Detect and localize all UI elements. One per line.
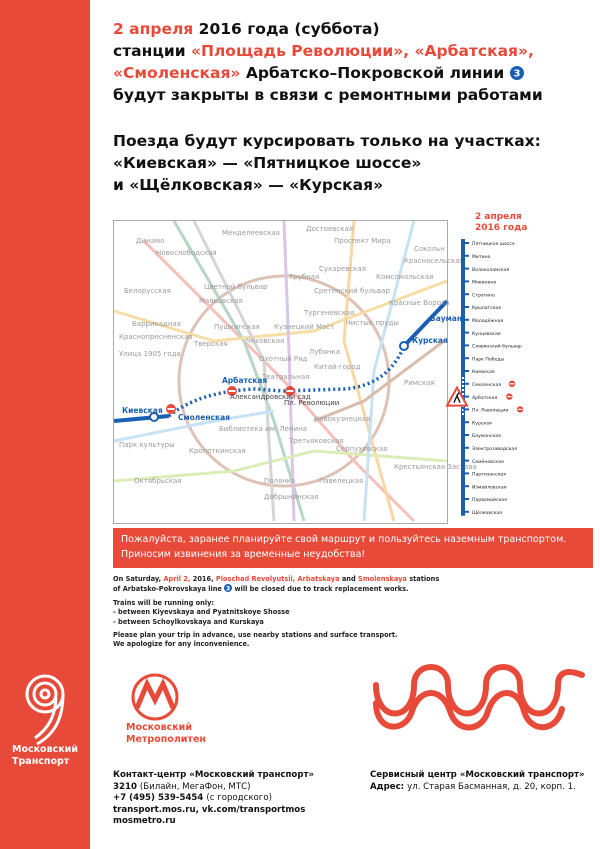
closure-station-label: Строгино [472, 293, 495, 299]
label-prospekt-mira: Проспект Мира [334, 237, 391, 245]
closure-station-label: Смоленская [472, 383, 502, 388]
closure-headline [113, 18, 593, 106]
en-p1-st1: Ploschad Revolyutsii, [215, 575, 296, 583]
metro-brand-line1: Московский [126, 722, 192, 733]
closure-station-label: Киевская [472, 370, 495, 376]
closure-station-label: Курская [472, 421, 492, 427]
station-closed-bar [507, 396, 511, 397]
sidebar-brand-text [12, 744, 90, 768]
sidebar-brand-line2: Транспорт [12, 756, 70, 767]
label-turgenevskaya: Тургеневская [304, 309, 355, 317]
label-kievskaya: Киевская [122, 406, 163, 415]
service-title: Сервисный центр «Московский транспорт» [370, 770, 585, 780]
en-p1-and: and [341, 575, 356, 583]
label-krasnopresnenskaya: Краснопресненская [119, 333, 193, 341]
closure-station-label: Семёновская [472, 459, 504, 465]
service-address-label: Адрес: [370, 781, 405, 792]
label-dostoevskaya: Достоевская [306, 225, 353, 233]
en-p2-l1: Trains will be running only: [113, 598, 215, 607]
closure-station-label: Измайловская [472, 485, 507, 491]
label-ulitsa-1905: Улица 1905 года [119, 350, 181, 358]
english-notice [113, 575, 593, 654]
advice-line2: Приносим извинения за временные неудобства! [121, 549, 366, 560]
contact-phone-long-note: (с городского) [206, 793, 272, 803]
en-p1-st3: Smolenskaya [358, 575, 407, 583]
label-pl-revolyutsii: Пл. Революции [284, 399, 340, 407]
label-trubnaya: Трубная [289, 273, 320, 281]
closure-station-label: Митино [472, 255, 491, 260]
metro-map-svg [114, 221, 477, 523]
label-okhotny: Охотный Ряд [259, 355, 308, 363]
en-p1-date: April 2, [163, 575, 191, 583]
moscow-transport-logo-icon [17, 668, 73, 748]
closure-station-label: Партизанская [472, 472, 506, 478]
label-kropotkinskaya: Кропоткинская [189, 447, 246, 455]
closure-station-label: Пятницкое шоссе [472, 242, 515, 248]
en-p1-e: will be closed due to track replacement works. [234, 585, 409, 594]
moscow-metro-logo-icon [125, 672, 185, 722]
service-center [370, 770, 592, 793]
headline-stations-2: «Смоленская» [113, 64, 241, 82]
closure-station-label: Парк Победы [472, 357, 505, 363]
label-aleksandrovsky: Александровский сад [230, 393, 311, 401]
label-rimskaya: Римская [404, 379, 435, 387]
contact-phone-long[interactable]: +7 (495) 539-5454 [113, 793, 204, 803]
label-belorusskaya: Белорусская [124, 287, 171, 295]
label-chekhovskaya: Чеховская [246, 337, 285, 345]
closure-station-label: Бауманская [472, 434, 501, 440]
closure-station-label: Мякинино [472, 280, 497, 286]
closure-station-label: Крылатское [472, 306, 502, 312]
label-kuznetsky: Кузнецкий Мост [274, 323, 335, 331]
moscow-ornament-icon [370, 665, 590, 735]
metro-brand-line2: Метрополитен [126, 734, 206, 745]
label-kitay-gorod: Китай-город [314, 363, 361, 371]
en-p1-st2: Arbatskaya [297, 575, 340, 583]
closure-station-label: Славянский бульвар [472, 344, 522, 350]
line-3-badge-number: 3 [513, 68, 521, 80]
metro-brand-text [126, 722, 206, 746]
label-oktyabrskaya: Октябрьская [134, 477, 182, 485]
en-p1-b: 2016, [192, 575, 214, 583]
headline-stations-1: «Площадь Революции», «Арбатская», [190, 42, 534, 60]
trains-notice [113, 130, 593, 196]
headline-line-name: Арбатско–Покровской линии [245, 64, 505, 82]
line-3-diagram [453, 207, 593, 522]
label-kurskaya: Курская [412, 336, 448, 345]
label-arbatskaya: Арбатская [222, 376, 268, 385]
en-line-number: 3 [225, 584, 231, 593]
label-smolenskaya: Смоленская [178, 413, 230, 422]
label-sukharevskaya: Сухаревская [319, 265, 366, 273]
sidebar-brand-line1: Московский [12, 744, 78, 755]
notice-line2: «Киевская» — «Пятницкое шоссе» [113, 154, 422, 172]
label-pushkinskaya: Пушкинская [214, 323, 260, 331]
en-p3-l1: Please plan your trip in advance, use nearby stations and surface transport. [113, 631, 398, 640]
en-p2-l2: - between Kiyevskaya and Pyatnitskoye Shosse [113, 608, 290, 617]
headline-stations-prefix: станции [113, 42, 186, 60]
line-3-small-badge-icon [224, 584, 232, 592]
contact-center [113, 770, 353, 828]
en-p3-l2: We apologize for any inconvenience. [113, 640, 250, 649]
closure-station-label: Первомайская [472, 498, 507, 504]
closure-station-label: Щёлковская [472, 511, 502, 516]
label-barrikadnaya: Баррикадная [132, 320, 181, 328]
label-krasnye-vorota: Красные Ворота [389, 299, 450, 307]
label-polyanka: Полянка [264, 477, 296, 485]
label-serpukhovskaya: Серпуховская [336, 445, 388, 453]
label-sretensky: Сретенский бульвар [314, 287, 390, 295]
closure-station-label: Кунцевская [472, 331, 501, 337]
en-p1-d: of Arbatsko-Pokrovskaya line [113, 585, 222, 594]
closure-date-line2: 2016 года [475, 223, 528, 233]
label-sokolniki: Сокольн [414, 245, 445, 253]
headline-date: 2 апреля [113, 20, 194, 38]
headline-reason: будут закрыты в связи с ремонтными работами [113, 86, 543, 104]
station-closed-bar [518, 409, 522, 410]
notice-line3: и «Щёлковская» — «Курская» [113, 176, 384, 194]
contact-phone-short-note: (Билайн, МегаФон, МТС) [139, 781, 251, 792]
closure-date-line1: 2 апреля [475, 212, 522, 222]
station-closed-bar [510, 383, 514, 384]
contact-phone-short[interactable]: 3210 [113, 781, 137, 792]
closure-station-label: Пл. Революции [472, 408, 509, 414]
label-chistye-prudy: Чистые пруды [346, 319, 399, 327]
label-novoslobodskaya: Новослободская [156, 249, 217, 257]
label-tverskaya: Тверская [194, 340, 228, 348]
label-paveletskaya: Павелецкая [319, 477, 364, 485]
contact-web-links[interactable]: transport.mos.ru, vk.com/transportmos [113, 804, 306, 815]
closure-station-label: Арбатская [472, 395, 498, 401]
label-krasnoselskaya: Красносельская [404, 257, 464, 265]
contact-title: Контакт-центр «Московский транспорт» [113, 770, 315, 780]
label-tsvetnoy: Цветной бульвар [204, 283, 268, 291]
label-komsomolskaya: Комсомольская [376, 273, 434, 281]
closure-station-label: Молодёжная [472, 319, 504, 324]
headline-date-rest: 2016 года (суббота) [198, 20, 380, 38]
label-baumanskaya: Бауман [430, 314, 463, 323]
label-krestyanskaya: Крестьянская Застава [394, 463, 477, 471]
closure-station-label: Волоколамская [472, 267, 510, 273]
closure-station-label: Электрозаводская [472, 447, 517, 452]
label-dobryninskaya: Добрынинская [264, 493, 319, 501]
label-novokuznetskaya: Новокузнецкая [314, 415, 371, 423]
label-teatralnaya: Театральная [262, 373, 310, 381]
en-p1-a: On Saturday, [113, 575, 162, 583]
advice-line1: Пожалуйста, заранее планируйте свой маршрут и пользуйтесь наземным транспортом. [121, 534, 567, 545]
service-address: ул. Старая Басманная, д. 20, корп. 1. [407, 781, 576, 792]
label-park-kultury: Парк культуры [119, 441, 175, 449]
metro-map [113, 220, 477, 524]
label-biblioteka: Библиотека им. Ленина [219, 425, 307, 433]
label-dinamo: Динамо [136, 237, 165, 245]
brand-sidebar [0, 0, 90, 849]
label-lubyanka: Лубянка [309, 348, 341, 356]
label-mendeleevskaya: Менделеевская [222, 229, 280, 237]
label-tretyakovskaya: Третьяковская [289, 437, 344, 445]
notice-line1: Поезда будут курсировать только на участках: [113, 132, 541, 150]
en-p2-l3: - between Schoylkovskaya and Kurskaya [113, 617, 264, 626]
contact-metro-link[interactable]: mosmetro.ru [113, 816, 176, 826]
label-mayakovskaya: Маяковская [199, 297, 243, 305]
line-3-badge-icon [510, 66, 524, 80]
advice-banner [113, 528, 593, 568]
en-p1-c: stations [409, 575, 440, 583]
